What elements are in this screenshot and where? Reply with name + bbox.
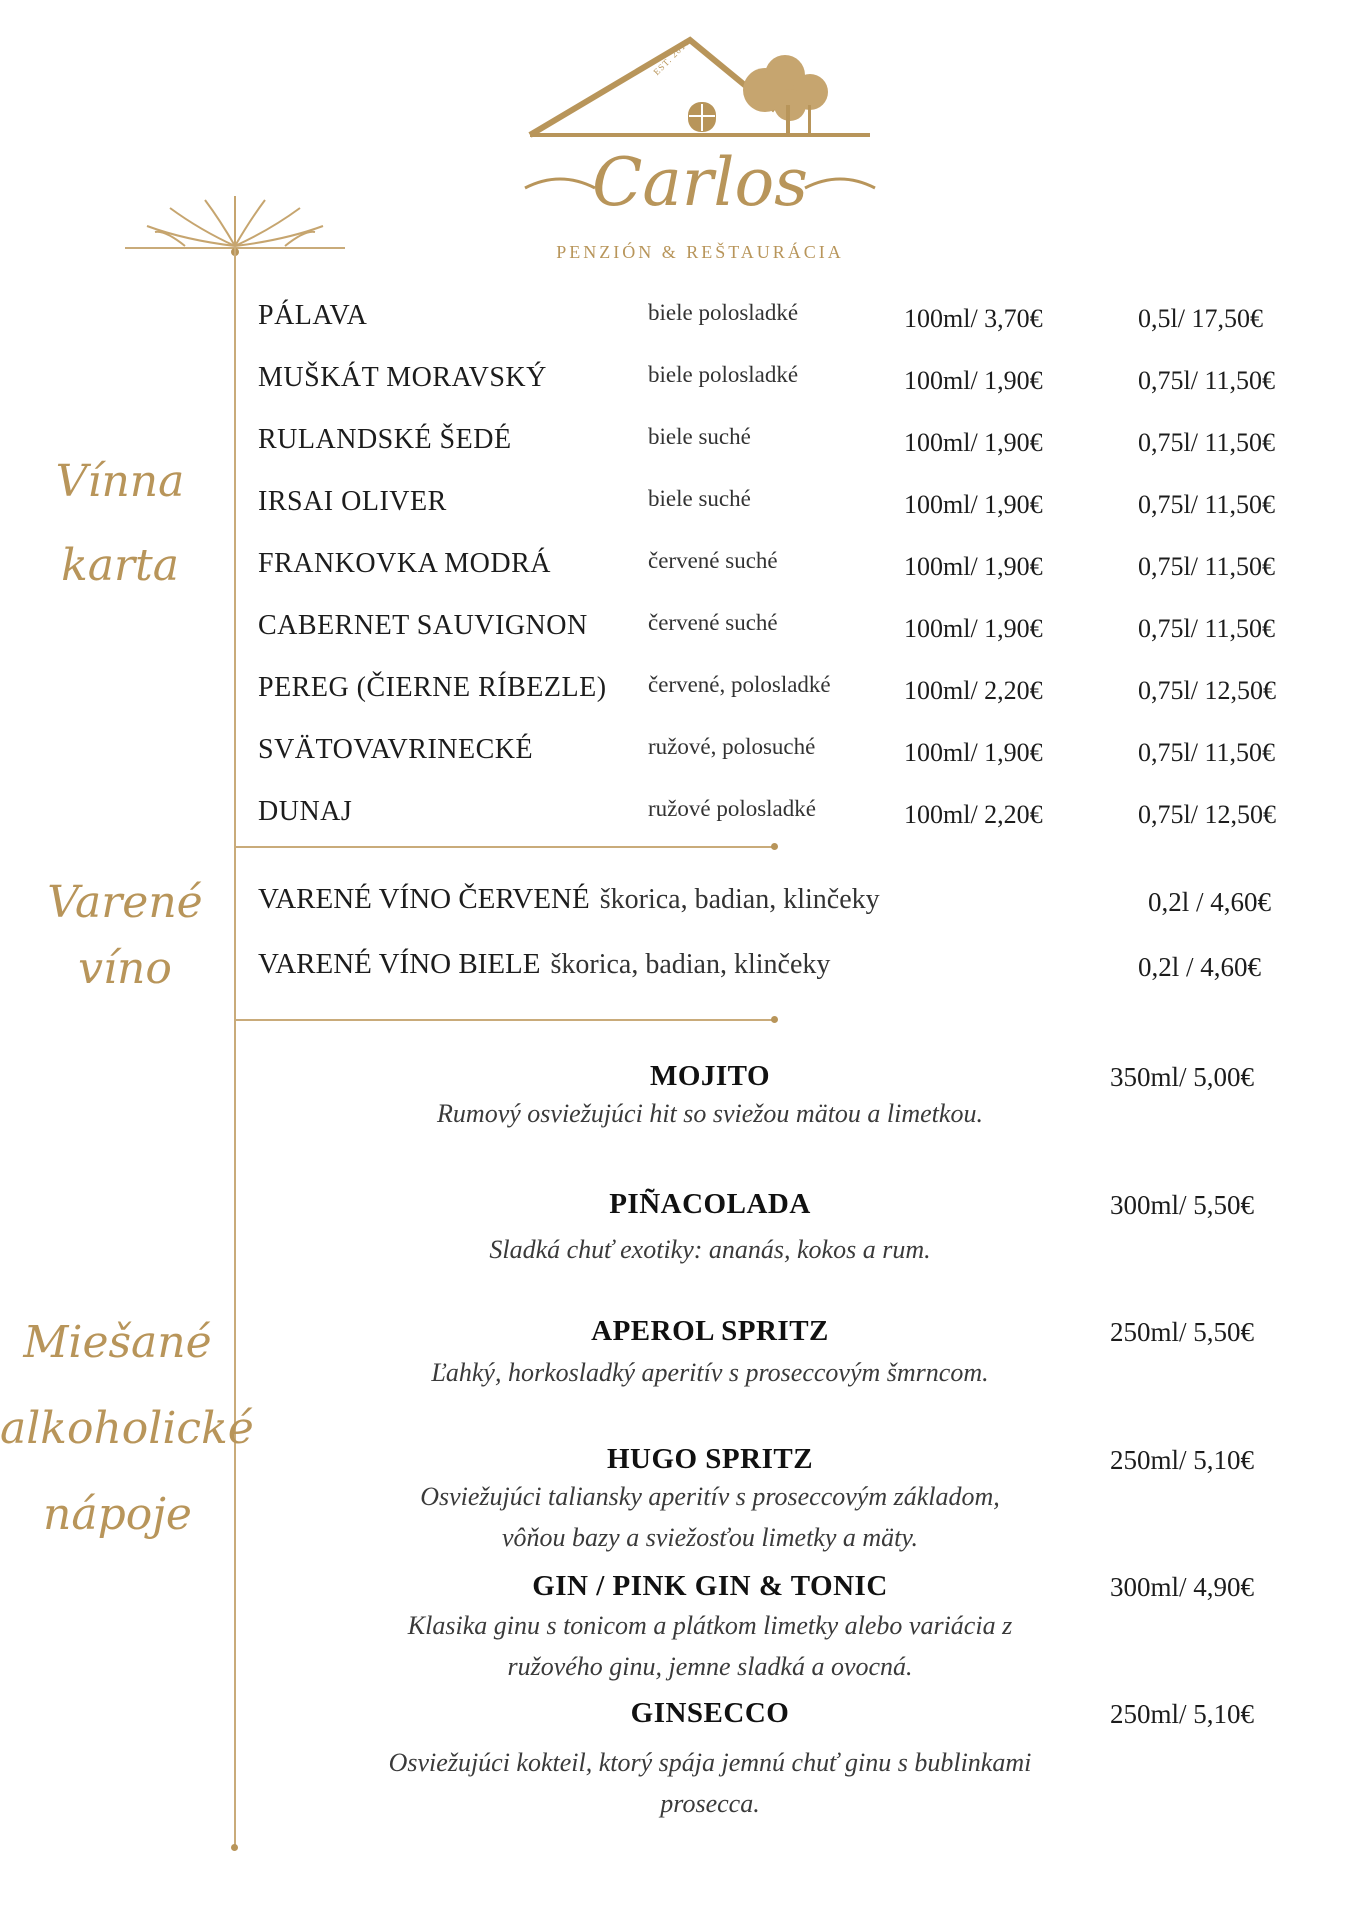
cocktail-name: HUGO SPRITZ <box>606 1443 814 1475</box>
mulled-wine-price: 0,2l / 4,60€ <box>1148 887 1272 917</box>
wine-type: biele polosladké <box>648 362 799 387</box>
cocktail-description: Ľahký, horkosladký aperitív s proseccovým šmrncom. <box>431 1358 989 1387</box>
wine-row <box>258 672 1318 712</box>
wine-row <box>258 548 1318 588</box>
section-divider <box>234 1019 774 1021</box>
mulled-wine-spices: škorica, badian, klinčeky <box>599 884 880 915</box>
wine-type: ružové polosladké <box>648 796 816 821</box>
cocktail-item <box>320 1188 1100 1270</box>
wine-row <box>258 610 1318 650</box>
cocktail-description: Klasika ginu s tonicom a plátkom limetky alebo variácia z <box>407 1611 1013 1640</box>
logo-subtitle: PENZIÓN & REŠTAURÁCIA <box>556 242 844 262</box>
cocktail-item <box>320 1315 1100 1393</box>
cocktail-price: 300ml/ 4,90€ <box>1110 1572 1255 1602</box>
wine-row <box>258 796 1318 836</box>
section-title-mulled <box>20 870 230 1002</box>
wine-price-glass: 100ml/ 1,90€ <box>904 428 1043 457</box>
cocktail-description: Osviežujúci kokteil, ktorý spája jemnú chuť ginu s bublinkami <box>388 1748 1032 1777</box>
wine-row <box>258 734 1318 774</box>
divider-dot <box>771 843 778 850</box>
wine-price-glass: 100ml/ 3,70€ <box>904 304 1043 333</box>
cocktail-price: 250ml/ 5,10€ <box>1110 1699 1255 1729</box>
logo-est: EST. 2016 <box>651 36 692 78</box>
section-title-line: alkoholické <box>0 1402 254 1454</box>
section-title-line: nápoje <box>43 1488 192 1540</box>
wine-type: biele polosladké <box>648 300 799 325</box>
wine-price-bottle: 0,75l/ 11,50€ <box>1138 552 1275 581</box>
mulled-wine-name: VARENÉ VÍNO BIELE <box>258 948 541 980</box>
wine-name: MUŠKÁT MORAVSKÝ <box>258 362 547 393</box>
cocktail-item <box>320 1697 1100 1824</box>
wine-price-glass: 100ml/ 1,90€ <box>904 366 1043 395</box>
section-title-mixed <box>0 1300 254 1557</box>
wine-name: FRANKOVKA MODRÁ <box>258 548 551 579</box>
wine-price-bottle: 0,75l/ 11,50€ <box>1138 614 1275 643</box>
wine-type: červené suché <box>648 610 778 635</box>
wine-price-glass: 100ml/ 1,90€ <box>904 490 1043 519</box>
wine-price-bottle: 0,75l/ 11,50€ <box>1138 738 1275 767</box>
timeline-end-dot <box>231 1844 238 1851</box>
cocktail-name: PIÑACOLADA <box>609 1188 811 1220</box>
cocktail-price: 250ml/ 5,10€ <box>1110 1445 1255 1475</box>
wine-price-bottle: 0,75l/ 11,50€ <box>1138 366 1275 395</box>
section-title-line: Miešané <box>23 1317 212 1368</box>
wine-name: PÁLAVA <box>258 300 368 331</box>
wine-price-bottle: 0,75l/ 12,50€ <box>1138 676 1276 705</box>
wine-price-bottle: 0,5l/ 17,50€ <box>1138 304 1263 333</box>
section-title-line: Vínna <box>55 456 185 507</box>
cocktail-description: Osviežujúci taliansky aperitív s proseccovým základom, <box>420 1482 1000 1511</box>
wine-name: SVÄTOVAVRINECKÉ <box>258 734 534 765</box>
mulled-wine-price: 0,2l / 4,60€ <box>1138 952 1262 982</box>
wine-name: DUNAJ <box>258 796 353 827</box>
section-title-line: karta <box>61 539 179 591</box>
wine-row <box>258 362 1318 402</box>
section-title-line: víno <box>78 943 172 994</box>
cocktail-description: Rumový osviežujúci hit so sviežou mätou a limetkou. <box>437 1099 983 1128</box>
mulled-wine-row <box>258 948 1318 988</box>
cocktail-item <box>320 1060 1100 1134</box>
wine-name: PEREG (ČIERNE RÍBEZLE) <box>258 672 607 703</box>
timeline-line <box>234 248 236 1848</box>
mulled-wine-spices: škorica, badian, klinčeky <box>550 949 831 980</box>
section-divider <box>234 846 774 848</box>
wine-row <box>258 424 1318 464</box>
wine-type: biele suché <box>648 486 751 511</box>
section-title-wine-card <box>15 440 225 607</box>
cocktail-description: vôňou bazy a sviežosťou limetky a mäty. <box>502 1523 918 1552</box>
divider-dot <box>771 1016 778 1023</box>
wine-row <box>258 300 1318 340</box>
mulled-wine-name: VARENÉ VÍNO ČERVENÉ <box>258 883 590 915</box>
cocktail-price: 350ml/ 5,00€ <box>1110 1062 1255 1092</box>
cocktail-name: APEROL SPRITZ <box>591 1315 829 1347</box>
cocktail-name: MOJITO <box>649 1060 771 1092</box>
cocktail-item <box>320 1570 1100 1687</box>
cocktail-name: GINSECCO <box>630 1697 790 1729</box>
logo-name: Carlos <box>591 144 809 221</box>
wine-type: ružové, polosuché <box>648 734 816 759</box>
wine-price-bottle: 0,75l/ 11,50€ <box>1138 490 1275 519</box>
cocktail-price: 300ml/ 5,50€ <box>1110 1190 1255 1220</box>
wine-price-glass: 100ml/ 1,90€ <box>904 738 1043 767</box>
cocktail-description: prosecca. <box>660 1789 760 1818</box>
wine-price-bottle: 0,75l/ 12,50€ <box>1138 800 1276 829</box>
mulled-wine-row <box>258 883 1318 923</box>
wine-row <box>258 486 1318 526</box>
section-title-line: Varené <box>47 877 203 928</box>
cocktail-description: Sladká chuť exotiky: ananás, kokos a rum. <box>489 1235 931 1264</box>
wine-type: červené suché <box>648 548 778 573</box>
wine-price-bottle: 0,75l/ 11,50€ <box>1138 428 1275 457</box>
wine-name: IRSAI OLIVER <box>258 486 447 517</box>
wine-type: červené, polosladké <box>648 672 831 697</box>
wine-type: biele suché <box>648 424 751 449</box>
wine-price-glass: 100ml/ 1,90€ <box>904 552 1043 581</box>
logo <box>520 30 880 262</box>
wine-name: CABERNET SAUVIGNON <box>258 610 588 641</box>
cocktail-name: GIN / PINK GIN & TONIC <box>532 1570 888 1602</box>
cocktail-item <box>320 1443 1100 1558</box>
wine-price-glass: 100ml/ 1,90€ <box>904 614 1043 643</box>
wine-price-glass: 100ml/ 2,20€ <box>904 800 1043 829</box>
cocktail-price: 250ml/ 5,50€ <box>1110 1317 1255 1347</box>
wine-name: RULANDSKÉ ŠEDÉ <box>258 424 512 455</box>
wine-price-glass: 100ml/ 2,20€ <box>904 676 1043 705</box>
cocktail-description: ružového ginu, jemne sladká a ovocná. <box>507 1652 913 1681</box>
